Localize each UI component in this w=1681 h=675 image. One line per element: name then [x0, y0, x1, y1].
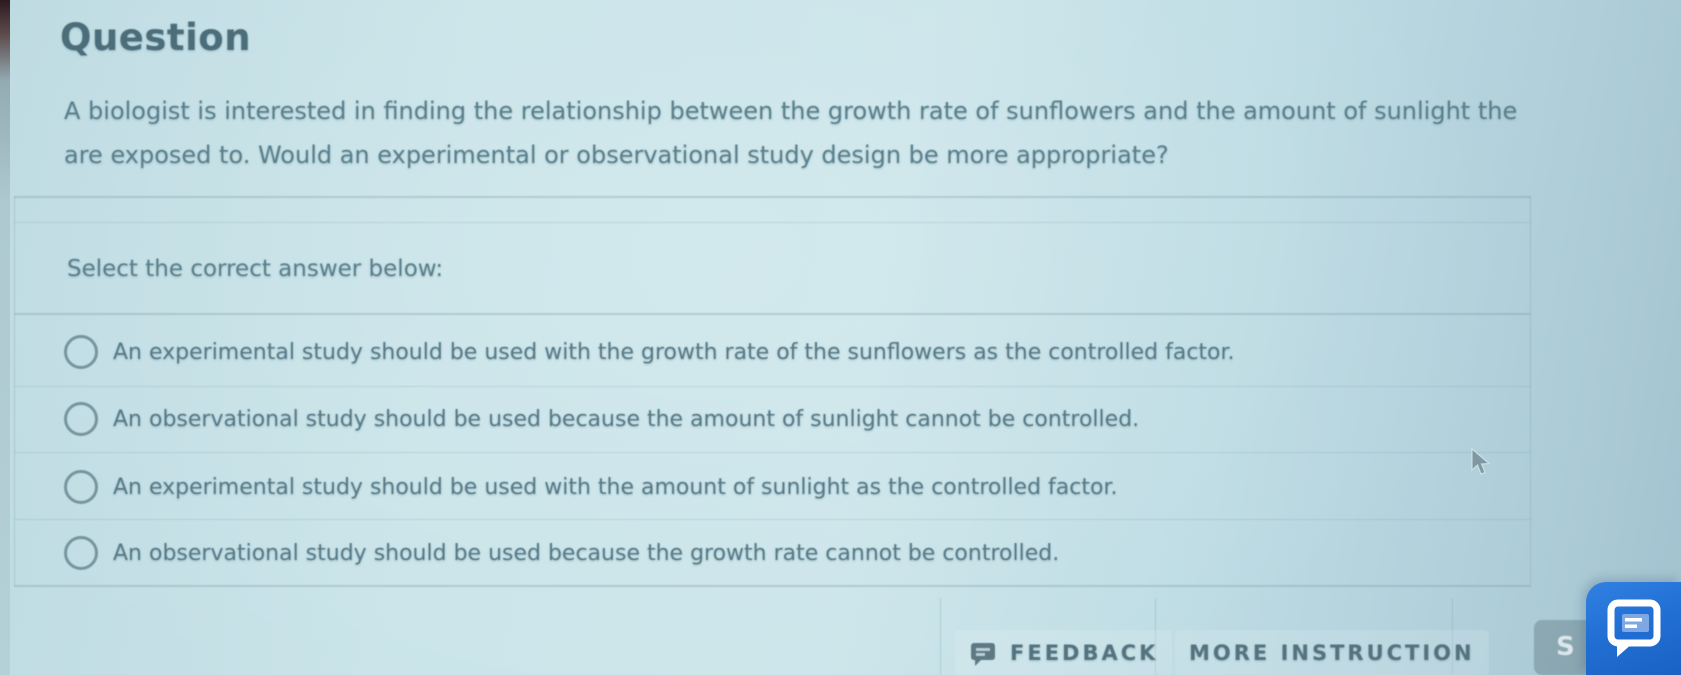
radio-button-3[interactable]: [64, 470, 98, 504]
option-row-2[interactable]: [64, 395, 1139, 443]
divider: [14, 313, 1531, 315]
radio-button-2[interactable]: [64, 402, 98, 436]
divider: [14, 222, 1531, 223]
feedback-button-label: FEEDBACK: [1010, 641, 1159, 665]
more-instruction-button[interactable]: [1175, 630, 1489, 675]
speech-bubble-icon: [969, 640, 997, 667]
divider: [14, 452, 1531, 453]
question-text-line1: A biologist is interested in finding the relationship between the growth rate of sunflowers and the amount of sunlight the: [64, 97, 1518, 125]
divider: [14, 585, 1531, 587]
option-label-4: An observational study should be used because the growth rate cannot be controlled.: [113, 540, 1060, 566]
option-row-3[interactable]: [64, 463, 1117, 511]
submit-button-partial-label: S: [1556, 632, 1575, 662]
feedback-button[interactable]: [955, 630, 1172, 675]
chat-widget-button[interactable]: [1586, 582, 1681, 675]
divider: [14, 519, 1531, 520]
more-instruction-button-label: MORE INSTRUCTION: [1189, 641, 1475, 665]
divider: [14, 386, 1531, 387]
screen-photo-edge: [0, 0, 10, 675]
radio-button-4[interactable]: [64, 536, 98, 570]
question-text-line2: are exposed to. Would an experimental or observational study design be more appropriate?: [64, 141, 1169, 169]
page-title: Question: [60, 16, 252, 59]
radio-button-1[interactable]: [64, 335, 98, 369]
option-row-1[interactable]: [64, 328, 1235, 376]
option-row-4[interactable]: [64, 529, 1059, 577]
bottom-bar-separator: [940, 598, 941, 675]
select-answer-label: Select the correct answer below:: [67, 256, 444, 282]
option-label-2: An observational study should be used because the amount of sunlight cannot be controlled.: [113, 406, 1140, 432]
mouse-pointer-icon: [1468, 448, 1494, 482]
chat-bubble-icon: [1605, 597, 1667, 661]
option-label-1: An experimental study should be used with the growth rate of the sunflowers as the controlled factor.: [113, 339, 1235, 365]
card-right-edge: [1530, 196, 1531, 586]
divider: [14, 196, 1531, 198]
card-left-edge: [14, 196, 15, 586]
option-label-3: An experimental study should be used with the amount of sunlight as the controlled factor.: [113, 474, 1118, 500]
